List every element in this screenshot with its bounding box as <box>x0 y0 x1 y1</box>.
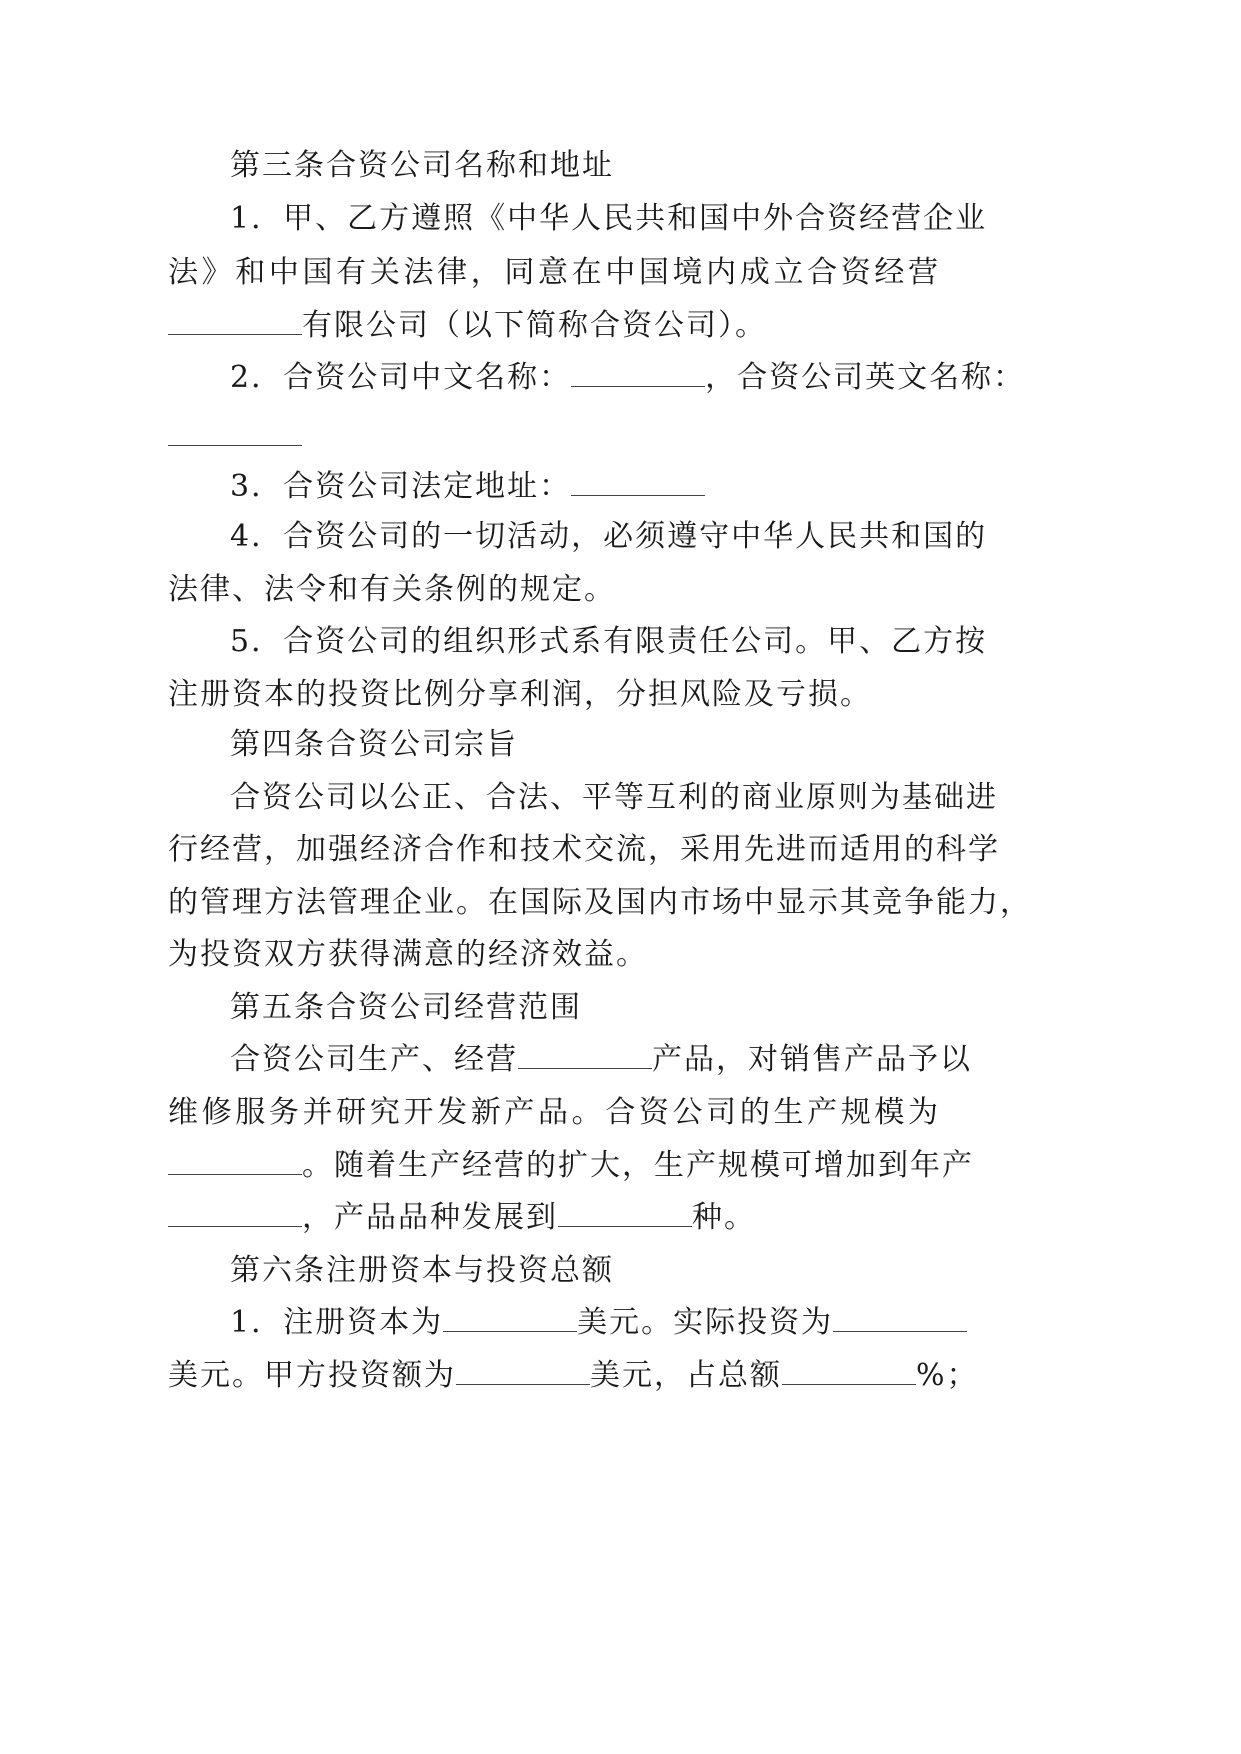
text-run: 5．合资公司的组织形式系有限责任公司。甲、乙方按 <box>230 624 988 659</box>
fill-in-blank <box>571 469 705 496</box>
text-run: 1．注册资本为 <box>230 1305 444 1340</box>
fill-in-blank <box>168 419 302 446</box>
fill-in-blank <box>571 360 705 387</box>
text-run: 美元。甲方投资额为 <box>168 1358 456 1393</box>
text-run: 第六条注册资本与投资总额 <box>230 1253 614 1288</box>
text-run: 美元，占总额 <box>590 1358 782 1393</box>
fill-in-blank <box>443 1305 577 1332</box>
text-run: 维修服务并研究开发新产品。合资公司的生产规模为 <box>168 1095 940 1130</box>
fill-in-blank <box>782 1358 916 1385</box>
text-run: 第三条合资公司名称和地址 <box>230 148 614 183</box>
fill-in-blank <box>558 1200 692 1227</box>
text-run: 为投资双方获得满意的经济效益。 <box>168 937 648 972</box>
text-line <box>168 1356 979 1396</box>
text-run: 种。 <box>692 1200 756 1235</box>
text-line <box>168 935 648 975</box>
fill-in-blank <box>168 1148 302 1175</box>
text-run: 第四条合资公司宗旨 <box>230 727 518 762</box>
text-run: 美元。实际投资为 <box>577 1305 834 1340</box>
fill-in-blank <box>168 308 302 335</box>
text-line <box>230 1303 940 1343</box>
fill-in-blank <box>168 1200 302 1227</box>
text-line <box>230 988 582 1028</box>
text-line <box>168 1146 974 1186</box>
text-line <box>168 675 872 715</box>
text-run: 4．合资公司的一切活动，必须遵守中华人民共和国的 <box>230 519 988 554</box>
text-line <box>168 253 940 293</box>
text-run: 的管理方法管理企业。在国际及国内市场中显示其竞争能力， <box>168 885 1032 920</box>
text-run: 行经营，加强经济合作和技术交流，采用先进而适用的科学 <box>168 832 1000 867</box>
text-line <box>168 830 1000 870</box>
text-line <box>168 1198 756 1238</box>
text-run: 有限公司（以下简称合资公司）。 <box>302 308 767 343</box>
text-run: 3．合资公司法定地址： <box>230 469 572 504</box>
text-run: %； <box>916 1358 979 1393</box>
text-line <box>230 517 988 557</box>
text-line <box>230 467 705 507</box>
text-run: 。随着生产经营的扩大，生产规模可增加到年产 <box>302 1148 974 1183</box>
text-run: 法》和中国有关法律，同意在中国境内成立合资经营 <box>168 255 940 290</box>
text-run: 产品，对销售产品予以 <box>652 1042 972 1077</box>
text-run: 注册资本的投资比例分享利润，分担风险及亏损。 <box>168 677 872 712</box>
text-line <box>168 417 302 457</box>
text-line <box>230 358 1026 398</box>
text-line <box>168 1093 940 1133</box>
text-run: 合资公司以公正、合法、平等互利的商业原则为基础进 <box>230 780 998 815</box>
fill-in-blank <box>518 1042 652 1069</box>
text-line <box>230 622 988 662</box>
text-line <box>230 778 998 818</box>
text-line <box>230 146 614 186</box>
text-run: 合资公司生产、经营 <box>230 1042 518 1077</box>
text-run: 2．合资公司中文名称： <box>230 360 572 395</box>
text-run: ，产品品种发展到 <box>302 1200 558 1235</box>
fill-in-blank <box>833 1305 967 1332</box>
text-line <box>168 883 1032 923</box>
text-line <box>230 199 988 239</box>
text-run: 法律、法令和有关条例的规定。 <box>168 572 616 607</box>
text-run: 1．甲、乙方遵照《中华人民共和国中外合资经营企业 <box>230 201 988 236</box>
text-run: ，合资公司英文名称： <box>705 360 1026 395</box>
fill-in-blank <box>456 1358 590 1385</box>
text-line <box>168 570 616 610</box>
text-line <box>230 1040 972 1080</box>
text-line <box>168 306 767 346</box>
text-line <box>230 725 518 765</box>
text-line <box>230 1251 614 1291</box>
text-run: 第五条合资公司经营范围 <box>230 990 582 1025</box>
